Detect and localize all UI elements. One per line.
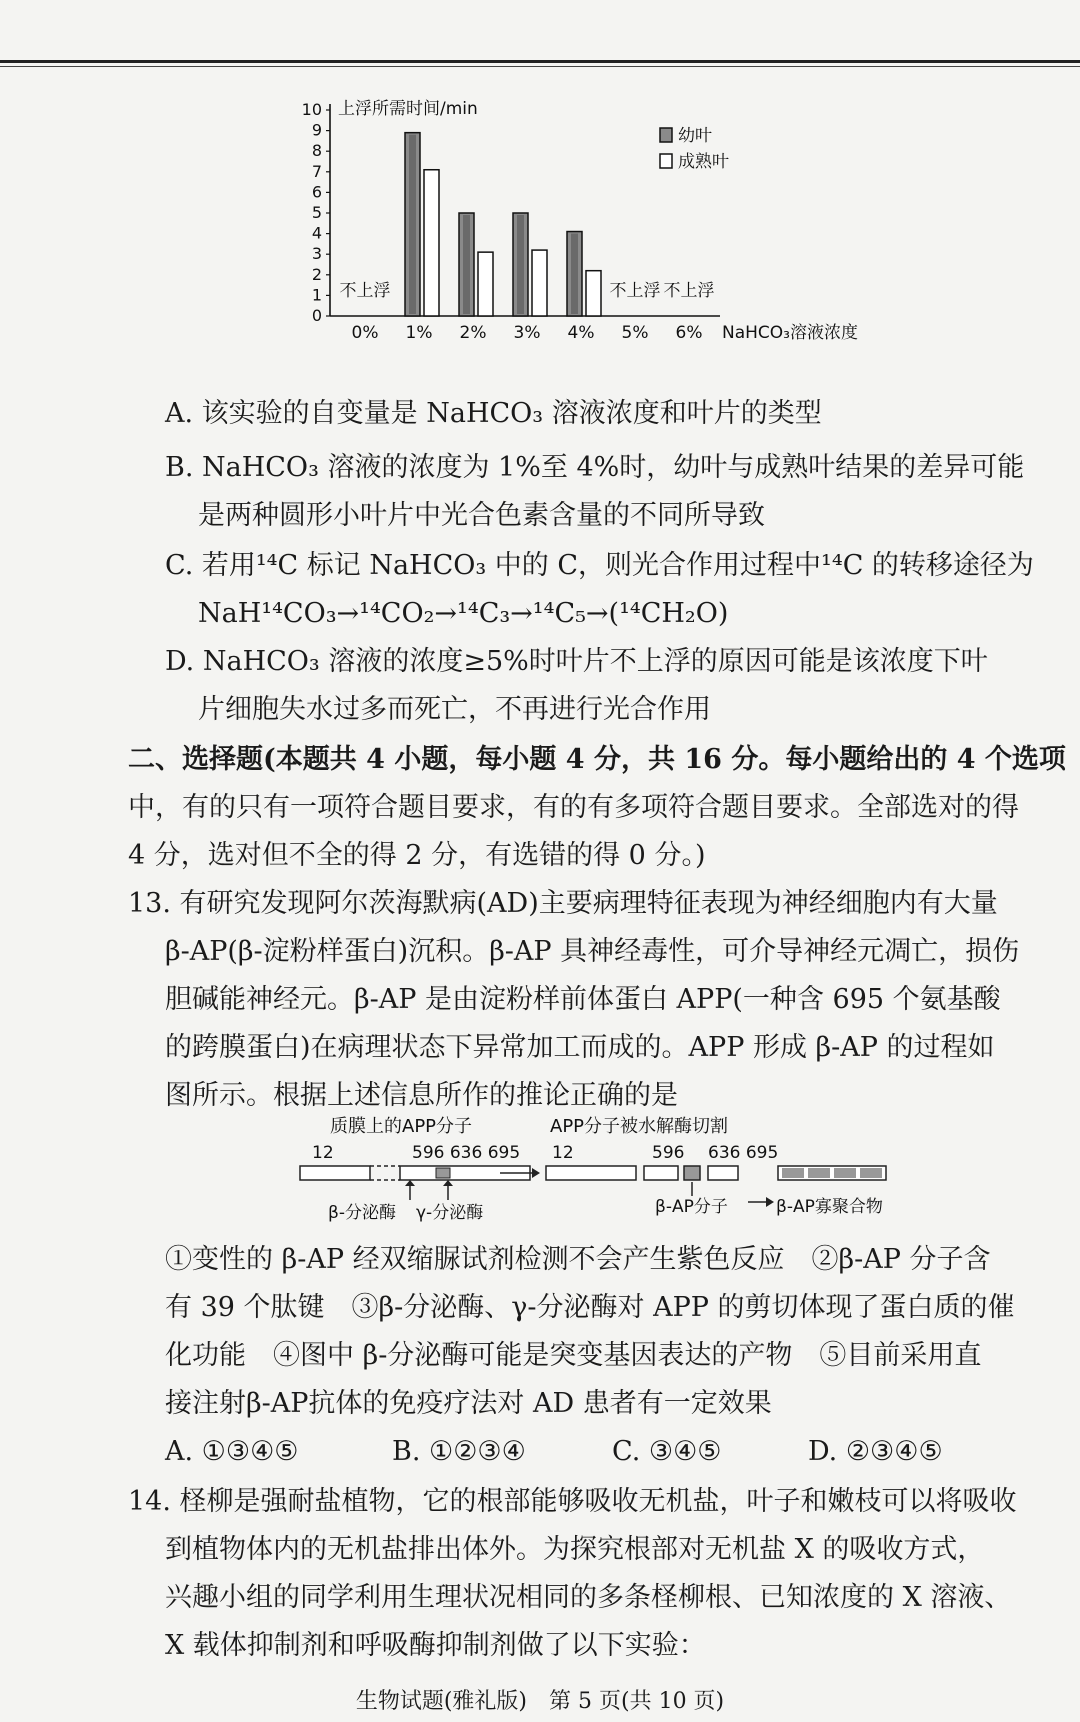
x-tick-label: 3%: [513, 323, 541, 343]
q14-line2: 到植物体内的无机盐排出体外。为探究根部对无机盐 X 的吸收方式，: [165, 1534, 985, 1565]
q13-line5: 图所示。根据上述信息所作的推论正确的是: [165, 1080, 678, 1111]
q13-option-a: A. ①③④⑤: [165, 1436, 299, 1467]
x-axis-label: NaHCO₃溶液浓度: [722, 323, 858, 343]
legend-entry: 成熟叶: [678, 152, 729, 172]
bar-inner-shade: [517, 215, 524, 314]
bar-mature-leaf: [424, 170, 439, 316]
legend-entry: 幼叶: [678, 126, 712, 146]
bar-inner-shade: [571, 234, 578, 314]
q13-option-c: C. ③④⑤: [612, 1436, 722, 1467]
diagram-label-596-right: 596: [652, 1143, 685, 1163]
oligomer-bar: [778, 1166, 886, 1180]
q13-option-d: D. ②③④⑤: [808, 1436, 943, 1467]
bar-mature-leaf: [586, 271, 601, 316]
diagram-title-app-molecule: 质膜上的APP分子: [330, 1116, 473, 1137]
y-tick-label: 1: [311, 285, 322, 305]
y-tick-label: 3: [311, 244, 322, 264]
diagram-title-hydrolysis: APP分子被水解酶切割: [550, 1116, 729, 1137]
top-rule: [0, 60, 1080, 63]
beta-ap-oligomer-label: β-AP寡聚合物: [776, 1197, 883, 1217]
arrow-up-gamma: [443, 1180, 453, 1200]
x-tick-label: 4%: [567, 323, 595, 343]
q14-line3: 兴趣小组的同学利用生理状况相同的多条柽柳根、已知浓度的 X 溶液、: [165, 1582, 1012, 1613]
q13-statement-line3: 化功能 ④图中 β-分泌酶可能是突变基因表达的产物 ⑤目前采用直: [165, 1340, 982, 1371]
q14-line1: 14. 柽柳是强耐盐植物，它的根部能够吸收无机盐，叶子和嫩枝可以将吸收: [128, 1486, 1017, 1517]
y-tick-label: 7: [311, 161, 322, 181]
diagram-label-636-695-right: 636 695: [708, 1143, 779, 1163]
x-tick-label: 1%: [405, 323, 433, 343]
no-float-annotation: 不上浮: [663, 281, 715, 301]
y-axis-label: 上浮所需时间/min: [338, 99, 478, 119]
x-tick-label: 2%: [459, 323, 487, 343]
q14-line4: X 载体抑制剂和呼吸酶抑制剂做了以下实验：: [165, 1630, 706, 1661]
bar-inner-shade: [409, 135, 416, 314]
top-rule-thin: [0, 66, 1080, 67]
q12-option-a: A. 该实验的自变量是 NaHCO₃ 溶液浓度和叶片的类型: [165, 398, 822, 429]
diagram-label-12-left: 12: [312, 1143, 334, 1163]
q12-option-c-line2: NaH¹⁴CO₃→¹⁴CO₂→¹⁴C₃→¹⁴C₅→(¹⁴CH₂O): [198, 598, 729, 629]
y-tick-label: 4: [311, 223, 322, 243]
q13-statement-line4: 接注射β-AP抗体的免疫疗法对 AD 患者有一定效果: [165, 1388, 772, 1419]
page-footer: 生物试题(雅礼版) 第 5 页(共 10 页): [355, 1689, 725, 1714]
q12-option-d-line2: 片细胞失水过多而死亡，不再进行光合作用: [198, 694, 711, 725]
y-tick-label: 6: [311, 182, 322, 202]
arrow-up-beta: [405, 1180, 415, 1200]
no-float-annotation: 不上浮: [339, 281, 391, 301]
q12-option-c-line1: C. 若用¹⁴C 标记 NaHCO₃ 中的 C，则光合作用过程中¹⁴C 的转移途径为: [165, 550, 1034, 581]
section-2-header-line2: 中，有的只有一项符合题目要求，有的有多项符合题目要求。全部选对的得: [128, 792, 1019, 823]
section-2-header-line1: 二、选择题(本题共 4 小题，每小题 4 分，共 16 分。每小题给出的 4 个选项: [128, 744, 1066, 775]
q13-option-b: B. ①②③④: [392, 1436, 526, 1467]
q13-statement-line2: 有 39 个肽键 ③β-分泌酶、γ-分泌酶对 APP 的剪切体现了蛋白质的催: [165, 1292, 1015, 1323]
q13-line1: 13. 有研究发现阿尔茨海默病(AD)主要病理特征表现为神经细胞内有大量: [128, 888, 998, 919]
arrow-right-2: [748, 1197, 774, 1207]
legend-swatch: [660, 128, 672, 142]
q13-line3: 胆碱能神经元。β-AP 是由淀粉样前体蛋白 APP(一种含 695 个氨基酸: [165, 984, 1001, 1015]
app-processing-diagram: [300, 1112, 960, 1232]
beta-ap-molecule-label: β-AP分子: [655, 1197, 728, 1217]
section-2-header-line3: 4 分，选对但不全的得 2 分，有选错的得 0 分。): [128, 840, 706, 871]
y-tick-label: 2: [311, 264, 322, 284]
y-tick-label: 0: [311, 306, 322, 325]
x-tick-label: 6%: [675, 323, 703, 343]
q13-line2: β-AP(β-淀粉样蛋白)沉积。β-AP 具神经毒性，可介导神经元凋亡，损伤: [165, 936, 1020, 967]
no-float-annotation: 不上浮: [609, 281, 661, 301]
cut-fragments: [546, 1166, 738, 1180]
q12-option-b-line1: B. NaHCO₃ 溶液的浓度为 1%至 4%时，幼叶与成熟叶结果的差异可能: [165, 452, 1025, 483]
legend-swatch: [660, 154, 672, 168]
diagram-label-positions-left: 596 636 695: [412, 1143, 521, 1163]
q12-option-d-line1: D. NaHCO₃ 溶液的浓度≥5%时叶片不上浮的原因可能是该浓度下叶: [165, 646, 988, 677]
y-tick-label: 5: [311, 203, 322, 222]
beta-secretase-label: β-分泌酶: [328, 1203, 396, 1223]
y-tick-label: 8: [311, 141, 322, 161]
x-tick-label: 5%: [621, 323, 649, 343]
bar-mature-leaf: [478, 252, 493, 316]
x-tick-label: 0%: [351, 323, 379, 343]
bar-inner-shade: [463, 215, 470, 314]
y-tick-label: 10: [301, 100, 322, 119]
app-molecule-bar: [300, 1166, 530, 1180]
bar-mature-leaf: [532, 250, 547, 316]
diagram-label-12-right: 12: [552, 1143, 574, 1163]
q12-option-b-line2: 是两种圆形小叶片中光合色素含量的不同所导致: [198, 500, 765, 531]
gamma-secretase-label: γ-分泌酶: [416, 1203, 484, 1223]
q13-line4: 的跨膜蛋白)在病理状态下异常加工而成的。APP 形成 β-AP 的过程如: [165, 1032, 995, 1063]
bar-chart: [301, 99, 930, 390]
q13-statement-line1: ①变性的 β-AP 经双缩脲试剂检测不会产生紫色反应 ②β-AP 分子含: [165, 1244, 991, 1275]
y-tick-label: 9: [311, 120, 322, 140]
